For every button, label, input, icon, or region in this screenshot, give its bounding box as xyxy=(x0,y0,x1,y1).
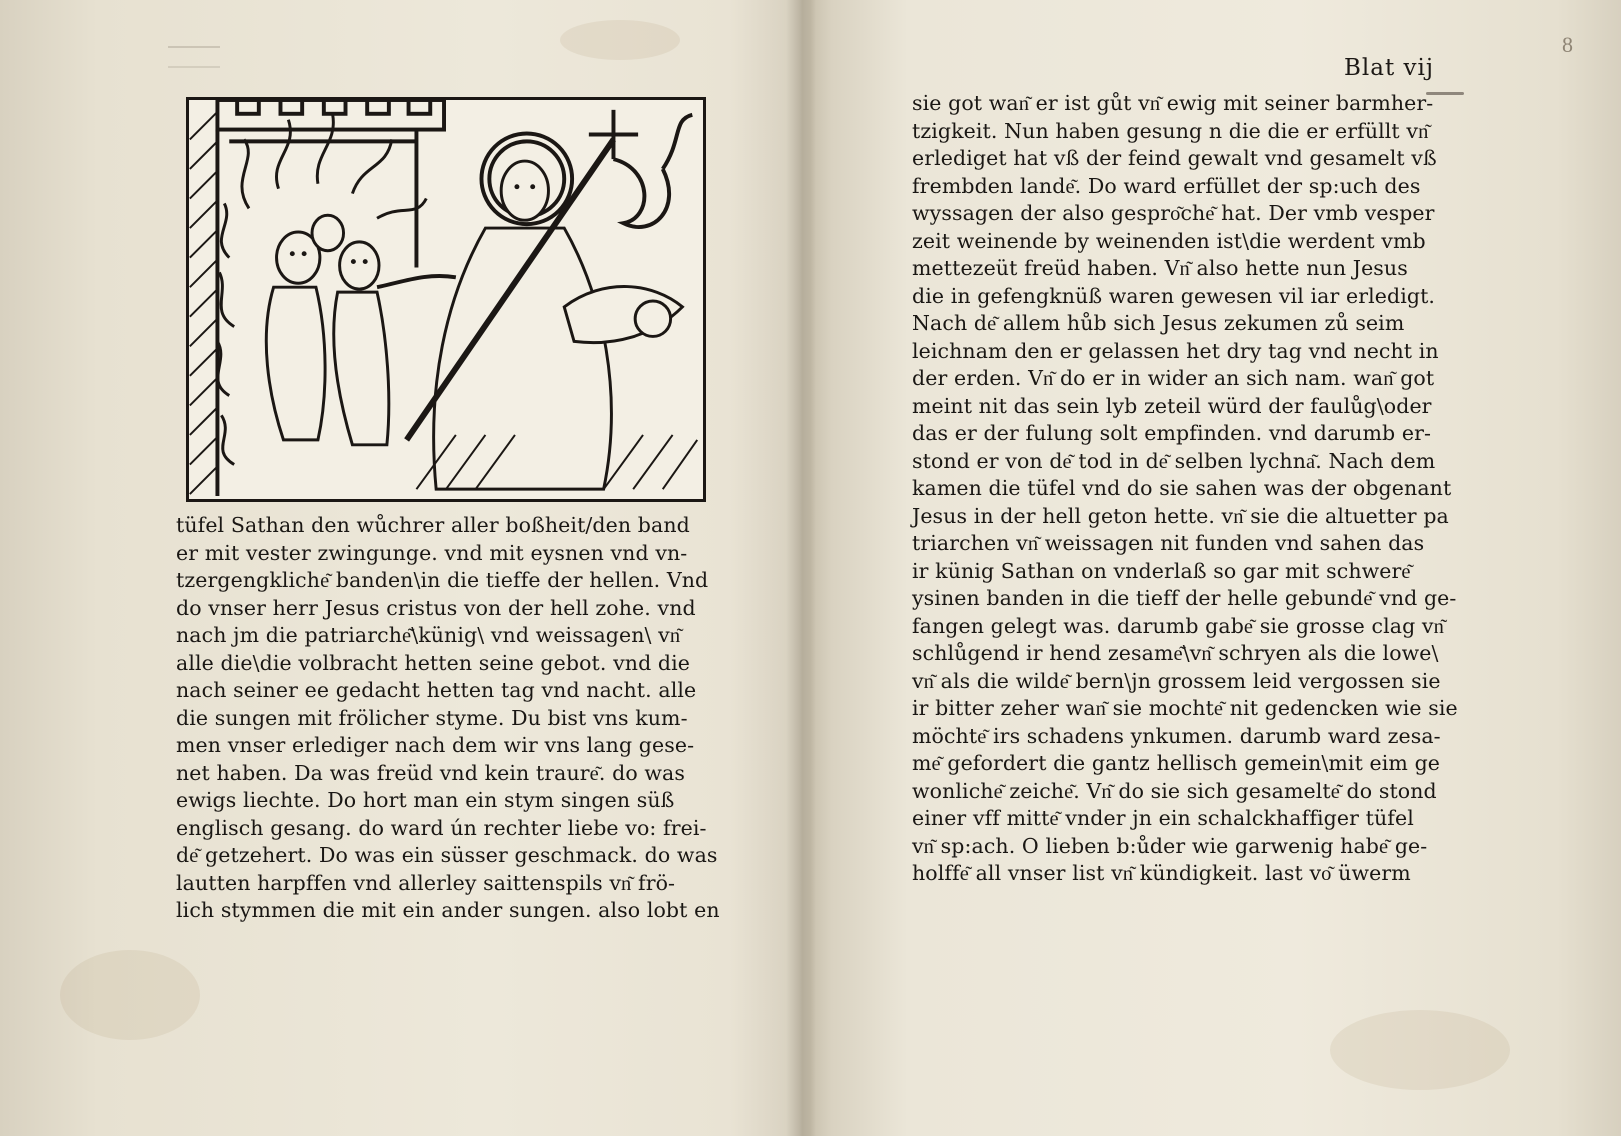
text-line: fangen gelegt was. darumb gabe͂ sie grosse clag vn͂ xyxy=(912,613,1444,638)
text-line: alle die\die volbracht hetten seine gebot. vnd die xyxy=(176,650,691,675)
text-line: möchte͂ irs schadens ynkumen. darumb ward zesa- xyxy=(912,723,1441,748)
text-line: men vnser erlediger nach dem wir vns lang gese- xyxy=(176,733,695,757)
text-line: holffe͂ all vnser list vn͂ kündigkeit. last vo͂ üwerm xyxy=(912,861,1411,885)
text-line: Jesus in der hell geton hette. vn͂ sie die altuetter pa xyxy=(912,503,1449,528)
text-line: sie got wan͂ er ist gůt vn͂ ewig mit seiner barmher- xyxy=(912,91,1434,115)
text-line: ewigs liechte. Do hort man ein stym singen süß xyxy=(176,788,675,812)
text-line: mettezeüt freüd haben. Vn͂ also hette nun Jesus xyxy=(912,256,1408,280)
woodcut-illustration xyxy=(186,97,706,502)
woodcut-christ-harrowing-of-hell xyxy=(189,100,703,499)
text-line: die in gefengknüß waren gewesen vil iar erledigt. xyxy=(912,283,1436,308)
text-line: erlediget hat vß der feind gewalt vnd gesamelt vß xyxy=(912,146,1437,170)
text-line: me͂ gefordert die gantz hellisch gemein\mit eim ge xyxy=(912,751,1441,775)
left-page-text xyxy=(176,512,736,925)
text-line: kamen die tüfel vnd do sie sahen was der obgenant xyxy=(912,476,1452,500)
text-line: net haben. Da was freüd vnd kein traure͂. do was xyxy=(176,760,685,785)
text-line: vn͂ als die wilde͂ bern\jn grossem leid vergossen sie xyxy=(912,668,1441,693)
text-line: stond er von de͂ tod in de͂ selben lychna͂. Nach dem xyxy=(912,448,1436,473)
text-line: er mit vester zwingunge. vnd mit eysnen vnd vn- xyxy=(176,540,688,565)
text-line: vn͂ sp:ach. O lieben b:ůder wie garwenig habe͂ ge- xyxy=(912,833,1428,858)
text-line: ir künig Sathan on vnderlaß so gar mit schwere͂ xyxy=(912,558,1411,583)
text-line: frembden lande͂. Do ward erfüllet der sp:uch des xyxy=(912,173,1421,198)
right-page xyxy=(800,0,1621,1136)
text-line: wyssagen der also gespro͂che͂ hat. Der vmb vesper xyxy=(912,201,1435,225)
right-page-text xyxy=(912,90,1472,888)
text-line: die sungen mit frölicher styme. Du bist vns kum- xyxy=(176,705,688,730)
text-line: tzigkeit. Nun haben gesung n die die er erfüllt vn͂ xyxy=(912,118,1429,143)
text-line: englisch gesang. do ward ún rechter liebe vo: frei- xyxy=(176,815,707,840)
text-line: der erden. Vn͂ do er in wider an sich nam. wan͂ got xyxy=(912,366,1435,390)
text-line: zeit weinende by weinenden ist\die werdent vmb xyxy=(912,228,1426,253)
text-line: ysinen banden in die tieff der helle gebunde͂ vnd ge- xyxy=(912,586,1457,610)
text-line: leichnam den er gelassen het dry tag vnd necht in xyxy=(912,338,1439,363)
pencil-page-number: 8 xyxy=(1562,32,1573,57)
text-line: lautten harpffen vnd allerley saittenspils vn͂ frö- xyxy=(176,870,676,895)
text-line: nach jm die patriarche͂\künig\ vnd weissagen\ vn͂ xyxy=(176,623,681,647)
text-line: tüfel Sathan den wůchrer aller boßheit/den band xyxy=(176,513,690,537)
text-line: schlůgend ir hend zesame͂\vn͂ schryen als die lowe\ xyxy=(912,641,1439,665)
text-line: ir bitter zeher wan͂ sie mochte͂ nit gedencken wie sie xyxy=(912,696,1458,720)
folio-heading: Blat vij xyxy=(1344,55,1435,81)
text-line: triarchen vn͂ weissagen nit funden vnd sahen das xyxy=(912,531,1425,555)
show-through-mark xyxy=(168,46,220,68)
text-line: Nach de͂ allem hůb sich Jesus zekumen zů seim xyxy=(912,311,1405,335)
text-line: das er der fulung solt empfinden. vnd darumb er- xyxy=(912,421,1432,445)
text-line: tzergengkliche͂ banden\in die tieffe der hellen. Vnd xyxy=(176,568,709,592)
text-line: do vnser herr Jesus cristus von der hell zohe. vnd xyxy=(176,595,696,620)
text-line: lich stymmen die mit ein ander sungen. also lobt en xyxy=(176,898,720,922)
left-page xyxy=(0,0,800,1136)
text-line: de͂ getzehert. Do was ein süsser geschmack. do was xyxy=(176,843,718,867)
text-line: meint nit das sein lyb zeteil würd der faulůg\oder xyxy=(912,393,1432,418)
text-line: einer vff mitte͂ vnder jn ein schalckhaffiger tüfel xyxy=(912,806,1414,830)
text-line: nach seiner ee gedacht hetten tag vnd nacht. alle xyxy=(176,678,697,702)
text-line: wonliche͂ zeiche͂. Vn͂ do sie sich gesamelte͂ do stond xyxy=(912,778,1437,803)
